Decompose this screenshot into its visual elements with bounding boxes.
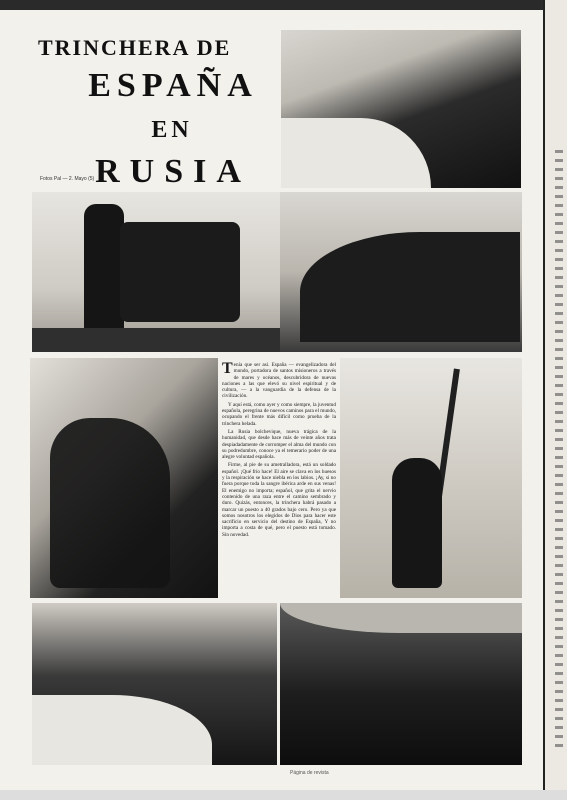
dropcap: T — [222, 362, 233, 377]
photo-soldier-closeup — [30, 358, 218, 598]
snow-area — [281, 118, 431, 188]
soldier-silhouette — [392, 458, 442, 588]
photo-soldiers-in-snow — [280, 192, 522, 352]
figure-silhouette — [50, 418, 170, 588]
article-paragraph-1 — [222, 362, 336, 400]
photo-snow-bushes — [32, 603, 277, 765]
page-edge-strip — [555, 150, 563, 750]
headline-line-3: EN — [151, 117, 193, 143]
snow-area — [280, 603, 522, 633]
gun-silhouette — [120, 222, 240, 322]
photo-snow-trench — [281, 30, 521, 188]
article-paragraph-2: Y aquí está, como ayer y como siempre, la juventud española, peregrina de nuevos caminos para el mundo, ocupando el frente más difícil como prueba de la trinchera helada. — [222, 401, 336, 427]
page-footer: Página de revista — [290, 770, 329, 776]
scan-top-edge — [0, 0, 567, 10]
soldier-silhouette — [84, 204, 124, 344]
photo-snow-ridge — [280, 603, 522, 765]
article-text — [222, 362, 336, 598]
paragraph-text: enía que ser así. España — evangelizadora del mundo, portadora de santos misioneros a través de mares y océanos, descubridora de nuevas naciones a las que elevó su nivel espiritual y de cultura, — a la vanguardia de la defensa de la civilización. — [222, 362, 336, 400]
scan-bottom-edge — [0, 790, 567, 800]
article-paragraph-3: La Rusia bolchevique, nueva trágica de la humanidad, que desde hace más de veinte años trata despiadadamente de corromper el alma del mundo con su podredumbre, conoce ya el temerario poder de una alegre voluntad española. — [222, 428, 336, 461]
photo-machine-gun — [32, 192, 280, 352]
headline — [34, 35, 274, 191]
dark-mass — [300, 232, 520, 342]
headline-line-1: TRINCHERA DE — [38, 35, 232, 60]
ground — [32, 328, 280, 352]
snow-area — [32, 695, 212, 765]
headline-line-2: ESPAÑA — [88, 67, 258, 104]
scan-right-edge — [543, 0, 567, 800]
article-paragraph-4: Firme, al pie de su ametralladora, está un soldado español. ¡Qué frío hace! El aire se clava en los huesos y la respiración se hace niebla en los labios. ¡Ay, si no fuera porque toda la sangre ibérica arde en sus venas! El enemigo no importa; español, que grita el nervio contenido de una raza entre el camino sembrado y duro. Quizás, entonces, la trinchera habrá pasado a marcar un puesto a 40 grados bajo cero. Pero ya que somos nosotros los elegidos de Dios para hacer este sacrificio en servicio del destino de España, Y no importa a costa de qué, pero el puesto está tomado. Sin novedad. — [222, 462, 336, 538]
photo-credit: Fotos Pal — 2. Mayo (5) — [40, 176, 95, 182]
headline-line-4: RUSIA — [95, 153, 251, 190]
photo-soldier-by-tree — [340, 358, 522, 598]
